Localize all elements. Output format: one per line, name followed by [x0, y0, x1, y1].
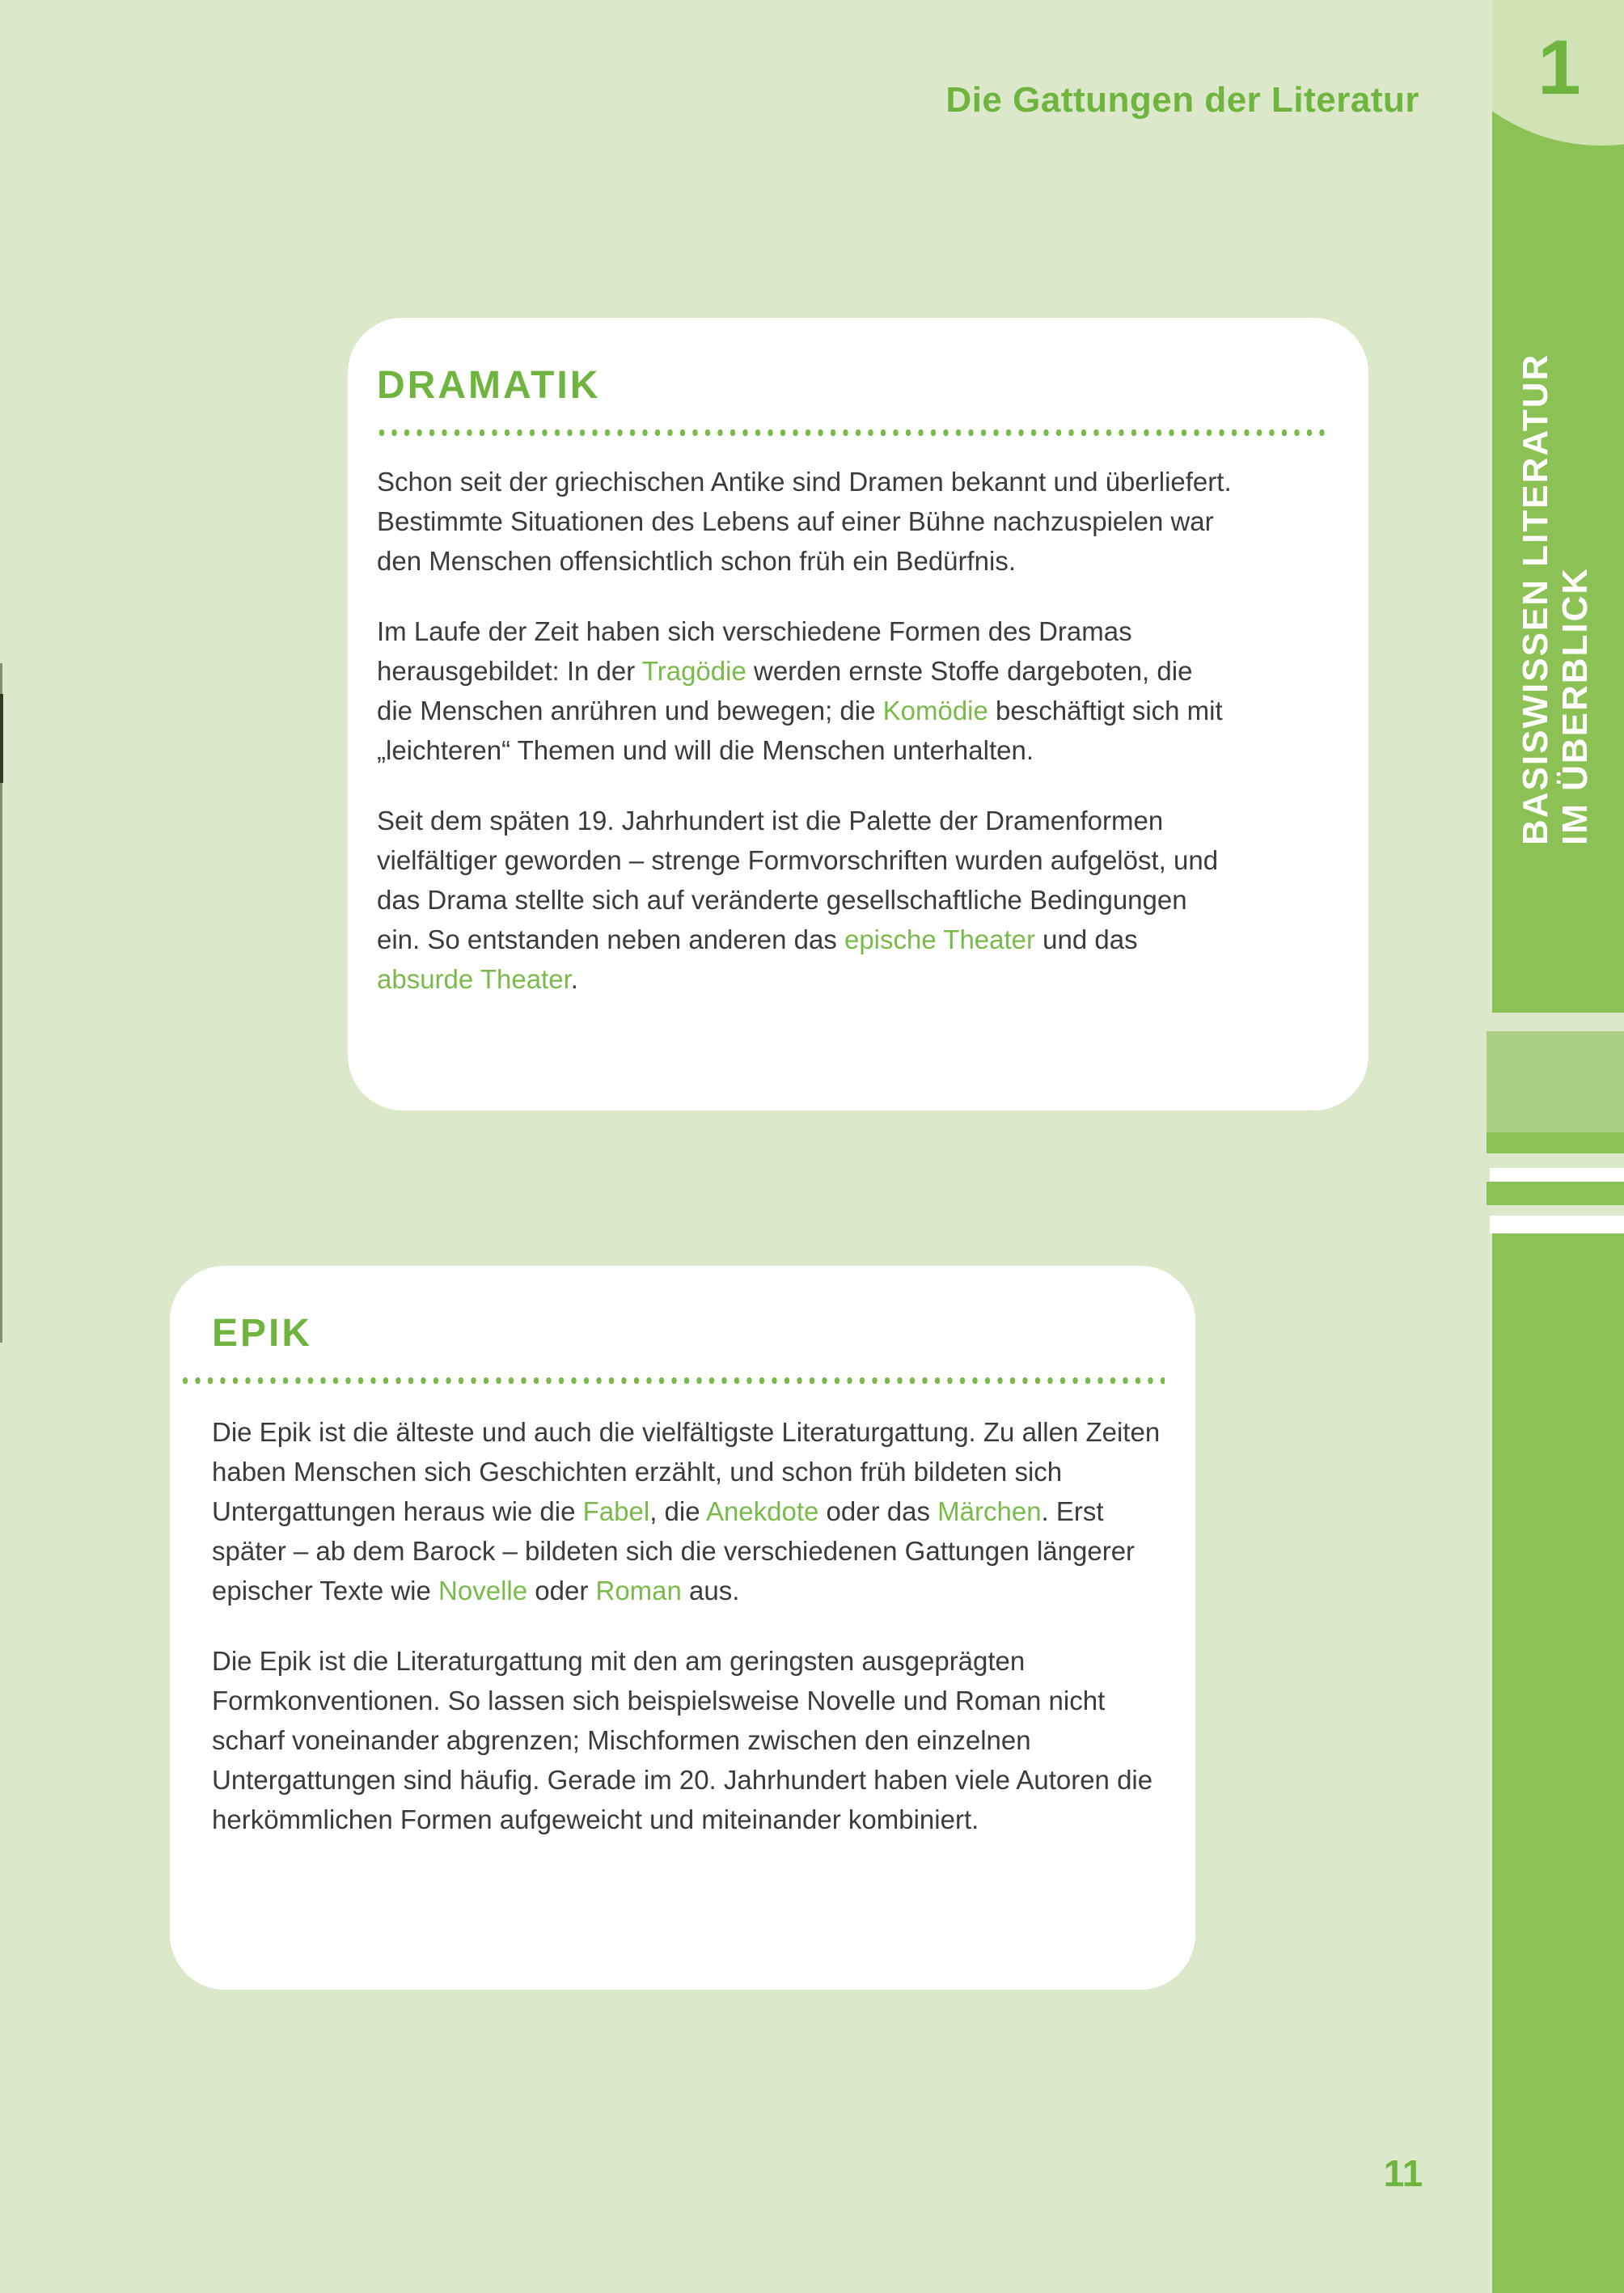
text-run: und das	[1035, 924, 1138, 954]
sidebar-column-bottom	[1492, 1233, 1624, 2293]
chapter-number: 1	[1537, 24, 1581, 111]
keyword-highlight: Anekdote	[705, 1496, 819, 1526]
keyword-highlight: Märchen	[937, 1496, 1042, 1526]
dotted-divider	[180, 1376, 1165, 1386]
keyword-highlight: Fabel	[582, 1496, 650, 1526]
text-run: Im Laufe der Zeit haben sich verschiedene Formen des Dramas herausgebildet: In der	[377, 616, 1132, 686]
sidebar-label-line2: IM ÜBERBLICK	[1555, 566, 1595, 845]
dotted-divider	[376, 428, 1330, 438]
section-body	[212, 1412, 1166, 1839]
text-run: werden ernste Stoffe dargeboten, die die Menschen anrühren und bewegen; die	[377, 656, 1193, 726]
keyword-highlight: epische Theater	[844, 924, 1036, 954]
section-title-dramatik: DRAMATIK	[377, 364, 601, 407]
text-run: Schon seit der griechischen Antike sind Dramen bekannt und überliefert. Bestimmte Situationen des Lebens auf einer Bühne nachzuspielen war den Menschen offensichtlich schon früh ein Bedürfnis.	[377, 467, 1232, 576]
sidebar-band-green	[1487, 1182, 1624, 1205]
text-run: Die Epik ist die älteste und auch die vielfältigste Literaturgattung. Zu allen Zeiten haben Menschen sich Geschichten erzählt, und schon früh bildeten sich Untergattungen heraus wie die	[212, 1417, 1161, 1526]
text-run: oder	[527, 1576, 596, 1606]
paragraph	[377, 611, 1234, 770]
sidebar-vertical-label	[1516, 353, 1595, 845]
keyword-highlight: absurde Theater	[377, 964, 571, 994]
text-run: Seit dem späten 19. Jahrhundert ist die Palette der Dramenformen vielfältiger geworden – strenge Formvorschriften wurden aufgelöst, und das Drama stellte sich auf veränderte gesellschaftliche Bedingungen ein. So entstanden neben anderen das	[377, 806, 1219, 954]
paragraph	[212, 1641, 1166, 1839]
text-run: Die Epik ist die Literaturgattung mit den am geringsten ausgeprägten Formkonventionen. So lassen sich beispielsweise Novelle und Roman nicht scharf voneinander abgrenzen; Mischformen zwischen den einzelnen Untergattungen sind häufig. Gerade im 20. Jahrhundert haben viele Autoren die herkömmlichen Formen aufgeweicht und miteinander kombiniert.	[212, 1646, 1153, 1834]
sidebar-band-white	[1490, 1168, 1624, 1182]
keyword-highlight: Tragödie	[641, 656, 746, 686]
paragraph	[377, 801, 1234, 999]
paragraph	[212, 1412, 1166, 1610]
epik-card	[170, 1266, 1195, 1990]
sidebar-label-line1: BASISWISSEN LITERATUR	[1516, 353, 1555, 845]
page-number: 11	[1383, 2152, 1423, 2194]
dramatik-card	[348, 318, 1368, 1111]
text-run: oder das	[818, 1496, 938, 1526]
section-title-epik: EPIK	[212, 1312, 313, 1355]
sidebar-band-white	[1490, 1216, 1624, 1233]
chapter-title: Die Gattungen der Literatur	[945, 80, 1419, 120]
keyword-highlight: Roman	[595, 1576, 682, 1606]
text-run: .	[570, 964, 578, 994]
text-run: aus.	[681, 1576, 740, 1606]
keyword-highlight: Novelle	[438, 1576, 528, 1606]
text-run: , die	[649, 1496, 706, 1526]
text-run: . Erst später – ab dem Barock – bildeten sich die verschiedenen Gattungen längerer epischer Texte wie	[212, 1496, 1136, 1606]
section-body	[377, 462, 1234, 999]
keyword-highlight: Komödie	[882, 696, 988, 726]
text-run: beschäftigt sich mit „leichteren“ Themen und will die Menschen unterhalten.	[377, 696, 1223, 765]
page-edge-mark	[0, 694, 3, 783]
paragraph	[377, 462, 1234, 581]
sidebar-band-light	[1487, 1031, 1624, 1132]
sidebar-band-green	[1487, 1132, 1624, 1153]
